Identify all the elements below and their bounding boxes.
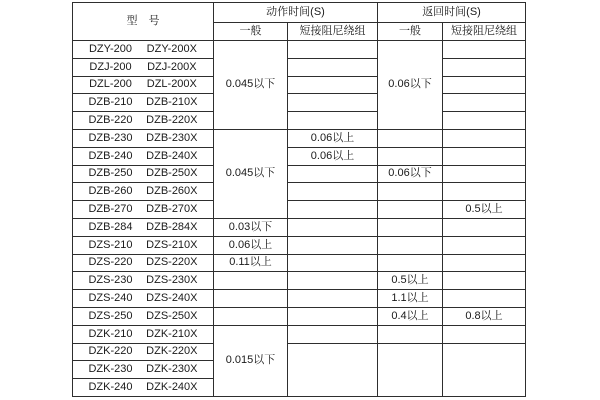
return-damped-cell: [443, 147, 526, 165]
return-damped-cell: [443, 41, 526, 59]
table-row: [73, 272, 526, 290]
model-name-x: DZY-200X: [146, 42, 197, 55]
return-general-cell: 0.06以下: [378, 41, 443, 130]
model-name: DZB-284: [88, 220, 133, 233]
table-row: [73, 183, 526, 201]
return-damped-cell: [443, 325, 526, 343]
table-row: [73, 147, 526, 165]
table-row: [73, 94, 526, 112]
model-name: DZS-220: [88, 256, 133, 269]
model-name: DZB-240: [88, 149, 133, 162]
table-row: [73, 129, 526, 147]
model-cell: [73, 94, 214, 112]
model-cell: [73, 325, 214, 343]
model-name-x: DZS-210X: [146, 238, 198, 251]
model-name: DZJ-200: [89, 60, 132, 73]
model-cell: [73, 41, 214, 59]
model-name-x: DZB-220X: [146, 113, 198, 126]
return-damped-cell: [443, 165, 526, 183]
model-name-x: DZS-240X: [146, 291, 198, 304]
return-general-cell: [378, 343, 443, 396]
model-name-x: DZL-200X: [146, 78, 197, 91]
model-cell: [73, 147, 214, 165]
model-cell: [73, 76, 214, 94]
action-general-cell: 0.045以下: [214, 41, 288, 130]
model-name-x: DZB-284X: [146, 220, 198, 233]
action-damped-cell: [288, 76, 378, 94]
return-damped-cell: [443, 183, 526, 201]
table-row: [73, 325, 526, 343]
action-damped-cell: [288, 41, 378, 59]
table-row: [73, 112, 526, 130]
model-name: DZY-200: [88, 42, 132, 55]
model-cell: [73, 379, 214, 397]
action-general-cell: 0.03以下: [214, 218, 288, 236]
model-name: DZB-220: [88, 113, 133, 126]
return-general-cell: 1.1以上: [378, 290, 443, 308]
model-cell: [73, 218, 214, 236]
header-return-damped: 短接阻尼绕组: [443, 23, 526, 41]
action-damped-cell: [288, 307, 378, 325]
model-name: DZB-270: [88, 202, 133, 215]
return-damped-cell: [443, 58, 526, 76]
return-general-cell: [378, 129, 443, 147]
model-cell: [73, 58, 214, 76]
model-name-x: DZK-210X: [146, 327, 198, 340]
header-row-groups: [73, 3, 526, 23]
action-general-cell: 0.045以下: [214, 129, 288, 218]
return-damped-cell: 0.8以上: [443, 307, 526, 325]
table-row: [73, 290, 526, 308]
model-name: DZS-240: [88, 291, 133, 304]
table-row: [73, 165, 526, 183]
model-name-x: DZK-220X: [146, 345, 198, 358]
action-damped-cell: [288, 94, 378, 112]
action-general-cell: 0.015以下: [214, 325, 288, 396]
model-name: DZK-240: [88, 380, 133, 393]
return-damped-cell: [443, 254, 526, 272]
model-cell: [73, 361, 214, 379]
table-row: [73, 76, 526, 94]
model-name: DZB-230: [88, 131, 133, 144]
action-damped-cell: [288, 201, 378, 219]
action-damped-cell: [288, 58, 378, 76]
model-name-x: DZK-230X: [146, 363, 198, 376]
model-name: DZL-200: [89, 78, 132, 91]
return-general-cell: [378, 147, 443, 165]
model-name: DZK-220: [88, 345, 133, 358]
model-name: DZS-230: [88, 274, 133, 287]
return-damped-cell: [443, 94, 526, 112]
table-row: [73, 218, 526, 236]
return-general-cell: [378, 201, 443, 219]
model-name-x: DZJ-200X: [147, 60, 197, 73]
model-cell: [73, 254, 214, 272]
table-row: [73, 307, 526, 325]
model-cell: [73, 112, 214, 130]
return-damped-cell: [443, 218, 526, 236]
model-cell: [73, 290, 214, 308]
model-cell: [73, 201, 214, 219]
return-damped-cell: [443, 290, 526, 308]
header-return-general: 一般: [378, 23, 443, 41]
model-name-x: DZB-270X: [146, 202, 198, 215]
table-row: [73, 236, 526, 254]
action-damped-cell: [288, 343, 378, 396]
model-name-x: DZB-260X: [146, 185, 198, 198]
model-cell: [73, 183, 214, 201]
model-cell: [73, 129, 214, 147]
header-action-damped: 短接阻尼绕组: [288, 23, 378, 41]
model-name: DZB-250: [88, 167, 133, 180]
return-damped-cell: [443, 236, 526, 254]
action-general-cell: 0.11以上: [214, 254, 288, 272]
action-damped-cell: [288, 218, 378, 236]
model-name: DZK-210: [88, 327, 133, 340]
action-general-cell: [214, 290, 288, 308]
action-damped-cell: 0.06以上: [288, 129, 378, 147]
model-name: DZS-250: [88, 309, 133, 322]
action-general-cell: [214, 307, 288, 325]
return-damped-cell: [443, 272, 526, 290]
model-name-x: DZB-250X: [146, 167, 198, 180]
return-general-cell: [378, 218, 443, 236]
return-damped-cell: [443, 76, 526, 94]
header-action-general: 一般: [214, 23, 288, 41]
return-general-cell: [378, 183, 443, 201]
return-damped-cell: [443, 343, 526, 396]
action-damped-cell: [288, 290, 378, 308]
table-row: [73, 201, 526, 219]
model-name-x: DZB-230X: [146, 131, 198, 144]
header-action-time: 动作时间(S): [214, 3, 378, 23]
model-name: DZS-210: [88, 238, 133, 251]
action-damped-cell: 0.06以上: [288, 147, 378, 165]
action-damped-cell: [288, 236, 378, 254]
return-general-cell: 0.5以上: [378, 272, 443, 290]
action-damped-cell: [288, 325, 378, 343]
action-general-cell: 0.06以上: [214, 236, 288, 254]
return-general-cell: 0.4以上: [378, 307, 443, 325]
model-cell: [73, 272, 214, 290]
model-name: DZB-210: [88, 96, 133, 109]
model-cell: [73, 236, 214, 254]
action-general-cell: [214, 272, 288, 290]
return-damped-cell: [443, 129, 526, 147]
return-general-cell: [378, 325, 443, 343]
relay-timing-table: [72, 2, 526, 397]
model-name: DZK-230: [88, 363, 133, 376]
model-cell: [73, 343, 214, 361]
model-name-x: DZS-250X: [146, 309, 198, 322]
action-damped-cell: [288, 165, 378, 183]
table-row: [73, 343, 526, 361]
action-damped-cell: [288, 254, 378, 272]
table-row: [73, 254, 526, 272]
return-general-cell: [378, 236, 443, 254]
action-damped-cell: [288, 112, 378, 130]
model-cell: [73, 165, 214, 183]
action-damped-cell: [288, 272, 378, 290]
model-name-x: DZB-210X: [146, 96, 198, 109]
table-row: [73, 41, 526, 59]
return-damped-cell: 0.5以上: [443, 201, 526, 219]
return-general-cell: 0.06以下: [378, 165, 443, 183]
header-return-time: 返回时间(S): [378, 3, 526, 23]
table-row: [73, 58, 526, 76]
header-model: 型 号: [73, 3, 214, 41]
return-general-cell: [378, 254, 443, 272]
model-name-x: DZK-240X: [146, 380, 198, 393]
model-name-x: DZB-240X: [146, 149, 198, 162]
action-damped-cell: [288, 183, 378, 201]
model-name-x: DZS-220X: [146, 256, 198, 269]
model-cell: [73, 307, 214, 325]
model-name-x: DZS-230X: [146, 274, 198, 287]
return-damped-cell: [443, 112, 526, 130]
model-name: DZB-260: [88, 185, 133, 198]
